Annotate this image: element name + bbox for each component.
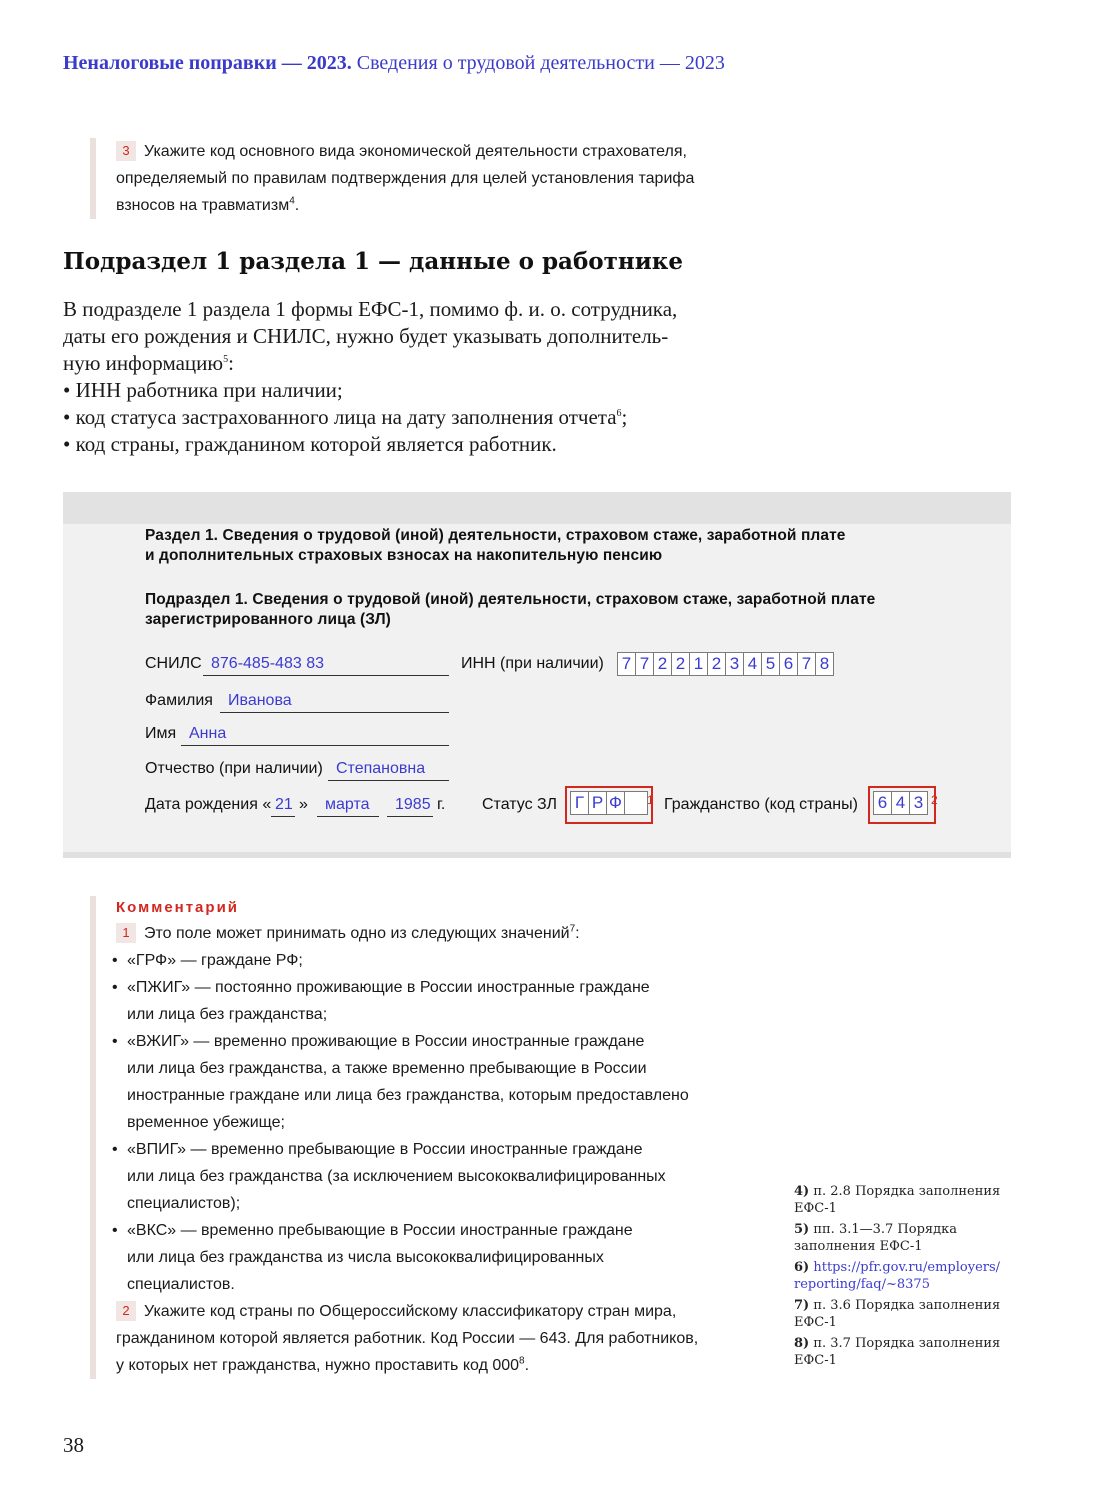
footnote-text: ЕФС-1 — [794, 1315, 837, 1330]
page-number: 38 — [63, 1433, 84, 1457]
list-item-line: «ГРФ» — граждане РФ; — [127, 952, 303, 969]
footnote-item — [794, 1335, 1024, 1369]
footnote-number: 5) — [794, 1222, 810, 1237]
name-field[interactable]: Анна — [181, 723, 449, 746]
comment-text: : — [575, 925, 580, 942]
citizenship-field[interactable] — [873, 791, 928, 815]
comment-text: . — [524, 1357, 530, 1374]
footnote-link[interactable]: reporting/faq/~8375 — [794, 1277, 930, 1292]
list-item — [112, 974, 756, 1028]
footnote-item — [794, 1297, 1024, 1331]
bullet-item: • код страны, гражданином которой является работник. — [63, 432, 557, 456]
birth-suffix: г. — [437, 796, 446, 813]
comment-para2 — [116, 1298, 756, 1379]
form-title-line: и дополнительных страховых взносах на накопительную пенсию — [145, 547, 663, 564]
footnote-ref: 8 — [519, 1355, 525, 1367]
inn-digit: 4 — [744, 653, 762, 675]
birth-day-field[interactable]: 21 — [271, 794, 295, 817]
footnote-text: заполнения ЕФС-1 — [794, 1239, 923, 1254]
status-values-list — [116, 947, 756, 1298]
status-cell: Ф — [607, 792, 625, 814]
list-item-line: специалистов. — [127, 1276, 235, 1293]
footnote-text: ЕФС-1 — [794, 1353, 837, 1368]
list-item-line: «ВПИГ» — временно пребывающие в России иностранные граждане — [127, 1141, 643, 1158]
bullet-text: ИНН работника при наличии; — [75, 378, 343, 402]
status-cell: Г — [571, 792, 589, 814]
patronymic-field[interactable]: Степановна — [328, 758, 449, 781]
comment-intro — [116, 920, 756, 947]
birth-label: Дата рождения « — [145, 796, 272, 813]
list-item-line: «ПЖИГ» — постоянно проживающие в России иностранные граждане — [127, 979, 650, 996]
status-mark: 1 — [647, 793, 654, 807]
footnotes — [794, 1183, 1024, 1373]
footnote-text: п. 3.7 Порядка заполнения — [813, 1336, 1001, 1351]
footnote-text: п. 3.6 Порядка заполнения — [813, 1298, 1001, 1313]
footnote-text: п. 2.8 Порядка заполнения — [813, 1184, 1001, 1199]
inn-digit: 8 — [816, 653, 833, 675]
comment-text: Укажите код страны по Общероссийскому классификатору стран мира, — [144, 1303, 677, 1320]
inn-digit: 6 — [780, 653, 798, 675]
list-item — [112, 1136, 756, 1217]
bullet-text: код статуса застрахованного лица на дату заполнения отчета — [75, 405, 617, 429]
inn-digit: 3 — [726, 653, 744, 675]
form-title-line: Раздел 1. Сведения о трудовой (иной) деятельности, страховом стаже, заработной плате — [145, 527, 846, 544]
list-item-line: временное убежище; — [127, 1114, 285, 1131]
footnote-item — [794, 1183, 1024, 1217]
list-item — [112, 947, 756, 974]
status-field[interactable] — [570, 791, 648, 815]
status-label: Статус ЗЛ — [482, 796, 558, 813]
birth-month-field[interactable]: марта — [317, 794, 379, 817]
name-label: Имя — [145, 725, 177, 742]
list-item-line: «ВЖИГ» — временно проживающие в России иностранные граждане — [127, 1033, 645, 1050]
inn-digit: 2 — [654, 653, 672, 675]
list-item-line: или лица без гражданства, а также временно пребывающие в России — [127, 1060, 647, 1077]
list-item-line: или лица без гражданства (за исключением высококвалифицированных — [127, 1168, 666, 1185]
header-bold: Неналоговые поправки — 2023. — [63, 52, 352, 74]
footnote-number: 7) — [794, 1298, 810, 1313]
inn-digit: 2 — [672, 653, 690, 675]
intro-line: : — [228, 351, 234, 375]
bullet-text: код страны, гражданином которой является работник. — [75, 432, 557, 456]
patronymic-label: Отчество (при наличии) — [145, 760, 323, 777]
form-subsection-title — [145, 590, 875, 630]
footnote-number: 6) — [794, 1260, 810, 1275]
inn-field[interactable] — [617, 652, 834, 676]
comment-text: у которых нет гражданства, нужно проставить код 000 — [116, 1357, 520, 1374]
header-rest: Сведения о трудовой деятельности — 2023 — [356, 52, 725, 74]
comment-title: Комментарий — [116, 899, 240, 916]
form-sample — [63, 492, 1011, 858]
comment-number: 1 — [116, 923, 136, 943]
note-line: . — [294, 197, 300, 214]
status-cell: Р — [589, 792, 607, 814]
footnote-number: 4) — [794, 1184, 810, 1199]
running-header — [63, 52, 725, 75]
citizenship-cell: 3 — [910, 792, 927, 814]
footnote-ref: 5 — [223, 354, 229, 365]
inn-digit: 7 — [618, 653, 636, 675]
bullet-item: • ИНН работника при наличии; — [63, 378, 343, 402]
footnote-number: 8) — [794, 1336, 810, 1351]
footnote-text: ЕФС-1 — [794, 1201, 837, 1216]
inn-label: ИНН (при наличии) — [461, 655, 604, 672]
list-item-line: «ВКС» — временно пребывающие в России иностранные граждане — [127, 1222, 633, 1239]
inn-digit: 5 — [762, 653, 780, 675]
list-item — [112, 1028, 756, 1136]
note-number: 3 — [116, 141, 136, 161]
section-title: Подраздел 1 раздела 1 — данные о работнике — [63, 248, 684, 275]
snils-label: СНИЛС — [145, 655, 202, 672]
inn-digit: 7 — [798, 653, 816, 675]
snils-field[interactable]: 876-485-483 83 — [203, 653, 449, 676]
intro-paragraph — [63, 296, 763, 458]
form-section-title — [145, 526, 846, 566]
footnote-ref: 7 — [569, 923, 576, 935]
citizenship-mark: 2 — [931, 793, 938, 807]
comment-number: 2 — [116, 1301, 136, 1321]
inn-digit: 7 — [636, 653, 654, 675]
footnote-ref: 4 — [289, 195, 295, 207]
list-item-line: или лица без гражданства из числа высококвалифицированных — [127, 1249, 604, 1266]
status-cell — [625, 792, 647, 814]
footnote-item — [794, 1221, 1024, 1255]
footnote-item[interactable] — [794, 1259, 1024, 1293]
citizenship-cell: 4 — [892, 792, 910, 814]
list-item — [112, 1217, 756, 1298]
birth-quote: » — [299, 796, 308, 813]
intro-line: даты его рождения и СНИЛС, нужно будет указывать дополнитель- — [63, 324, 669, 348]
comment-block — [90, 896, 756, 1379]
footnote-text: пп. 3.1—3.7 Порядка — [813, 1222, 957, 1237]
footnote-link[interactable]: https://pfr.gov.ru/employers/ — [813, 1260, 1001, 1275]
citizenship-cell: 6 — [874, 792, 892, 814]
form-title-line: Подраздел 1. Сведения о трудовой (иной) деятельности, страховом стаже, заработной плате — [145, 591, 876, 608]
citizenship-label: Гражданство (код страны) — [664, 796, 858, 813]
bullet-item: • код статуса застрахованного лица на дату заполнения отчета$^6$; — [63, 405, 628, 429]
form-title-line: зарегистрированного лица (ЗЛ) — [145, 611, 391, 628]
inn-digit: 2 — [708, 653, 726, 675]
intro-line: В подразделе 1 раздела 1 формы ЕФС-1, помимо ф. и. о. сотрудника, — [63, 297, 678, 321]
intro-line: ную информацию — [63, 351, 224, 375]
note-line: взносов на травматизм — [116, 197, 290, 214]
footnote-ref: 6 — [616, 408, 622, 419]
bullet-text: ; — [621, 405, 628, 429]
note-line: Укажите код основного вида экономической деятельности страхователя, — [144, 143, 687, 160]
list-item-line: специалистов); — [127, 1195, 241, 1212]
note-line: определяемый по правилам подтверждения для целей установления тарифа — [116, 170, 695, 187]
birth-year-field[interactable]: 1985 — [387, 794, 433, 817]
inn-digit: 1 — [690, 653, 708, 675]
surname-field[interactable]: Иванова — [220, 690, 449, 713]
list-item-line: иностранные граждане или лица без гражданства, которым предоставлено — [127, 1087, 689, 1104]
comment-text: гражданином которой является работник. Код России — 643. Для работников, — [116, 1330, 699, 1347]
comment-text: Это поле может принимать одно из следующих значений — [144, 925, 570, 942]
note-top — [90, 138, 736, 219]
surname-label: Фамилия — [145, 692, 213, 709]
list-item-line: или лица без гражданства; — [127, 1006, 328, 1023]
